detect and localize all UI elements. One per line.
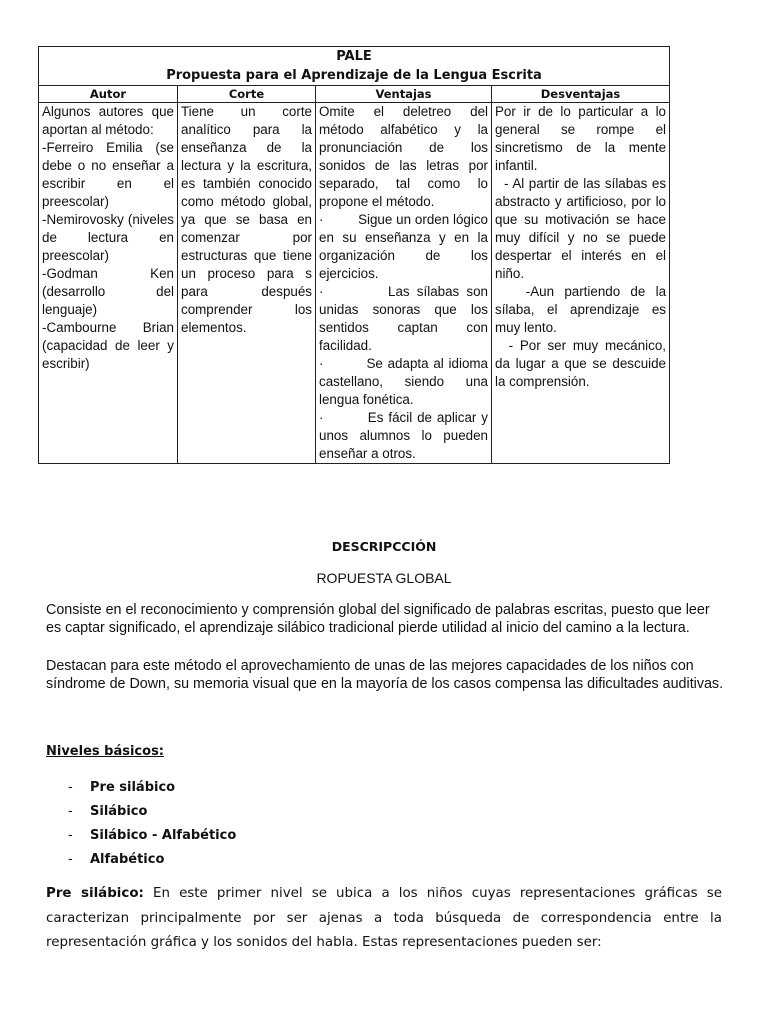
table-title: PALE [336, 49, 372, 64]
autor-text: -Cambourne Brian (capacidad de leer y escribir) [42, 320, 174, 371]
ventajas-text: · Las sílabas son unidas sonoras que los sentidos captan con facilidad. [319, 284, 488, 353]
nivel-label: Silábico [90, 804, 148, 819]
autor-text: -Nemirovosky (niveles de lectura en preescolar) [42, 212, 174, 263]
pre-silabico-text: En este primer nivel se ubica a los niños cuyas representaciones gráficas se caracterizan principalmente por ser ajenas a toda búsqueda de correspondencia entre la representación gráfica y los sonidos del habla. Estas representaciones pueden ser: [46, 886, 722, 950]
desventajas-text: -Aun partiendo de la sílaba, el aprendizaje es muy lento. [495, 284, 667, 335]
pre-silabico-label: Pre silábico: [46, 886, 144, 901]
list-dash: - [68, 780, 73, 795]
list-dash: - [68, 828, 73, 843]
list-item [46, 850, 236, 874]
autor-text: -Godman Ken (desarrollo del lenguaje) [42, 266, 174, 317]
paragraph-destacan: Destacan para este método el aprovechamiento de unas de las mejores capacidades de los niños con síndrome de Down, su memoria visual que en la mayoría de los casos compensa las dificultades auditivas. [46, 658, 724, 692]
autor-cell [39, 103, 178, 464]
nivel-label: Pre silábico [90, 780, 176, 795]
ventajas-text: · Sigue un orden lógico en su enseñanza y en la organización de los ejercicios. [319, 212, 488, 281]
desventajas-text: - Por ser muy mecánico, da lugar a que se descuide la comprensión. [495, 338, 667, 389]
header-autor: Autor [39, 86, 178, 103]
list-item [46, 802, 236, 826]
list-dash: - [68, 852, 73, 867]
desventajas-text: Por ir de lo particular a lo general se rompe el sincretismo de la mente infantil. [495, 104, 667, 173]
ventajas-cell [316, 103, 492, 464]
desventajas-text: - Al partir de las sílabas es abstracto y artificioso, por lo que su motivación se hace muy difícil y no se puede despertar el interés en el niño. [495, 176, 667, 281]
niveles-title: Niveles básicos: [46, 744, 165, 759]
nivel-label: Silábico - Alfabético [90, 828, 237, 843]
pale-table [38, 46, 670, 464]
header-corte: Corte [178, 86, 316, 103]
list-item [46, 778, 236, 802]
autor-text: -Ferreiro Emilia (se debe o no enseñar a escribir en el preescolar) [42, 140, 174, 209]
header-desventajas: Desventajas [492, 86, 670, 103]
autor-text: Algunos autores que aportan al método: [42, 104, 174, 137]
list-dash: - [68, 804, 73, 819]
list-item [46, 826, 236, 850]
ventajas-text: · Se adapta al idioma castellano, siendo una lengua fonética. [319, 356, 488, 407]
nivel-label: Alfabético [90, 852, 165, 867]
global-heading: ROPUESTA GLOBAL [316, 570, 452, 586]
pre-silabico-paragraph [46, 882, 722, 956]
niveles-list [46, 778, 236, 874]
desventajas-cell [492, 103, 670, 464]
corte-text: Tiene un corte analítico para la enseñanza de la lectura y la escritura, es también conocido como método global, ya que se basa en comenzar por estructuras que tiene un proceso para s para después comprender los elementos. [181, 104, 312, 335]
descripcion-heading: DESCRIPCCIÓN [331, 539, 437, 554]
ventajas-text: · Es fácil de aplicar y unos alumnos lo pueden enseñar a otros. [319, 410, 488, 461]
header-ventajas: Ventajas [316, 86, 492, 103]
paragraph-consiste: Consiste en el reconocimiento y comprensión global del significado de palabras escritas, puesto que leer es captar significado, el aprendizaje silábico tradicional pierde utilidad al inicio del camino a la lectura. [46, 602, 710, 636]
table-subtitle: Propuesta para el Aprendizaje de la Lengua Escrita [166, 68, 542, 83]
ventajas-text: Omite el deletreo del método alfabético y la pronunciación de los sonidos de las letras por separado, tal como lo propone el método. [319, 104, 488, 209]
table-title-cell [39, 47, 670, 86]
corte-cell [178, 103, 316, 464]
